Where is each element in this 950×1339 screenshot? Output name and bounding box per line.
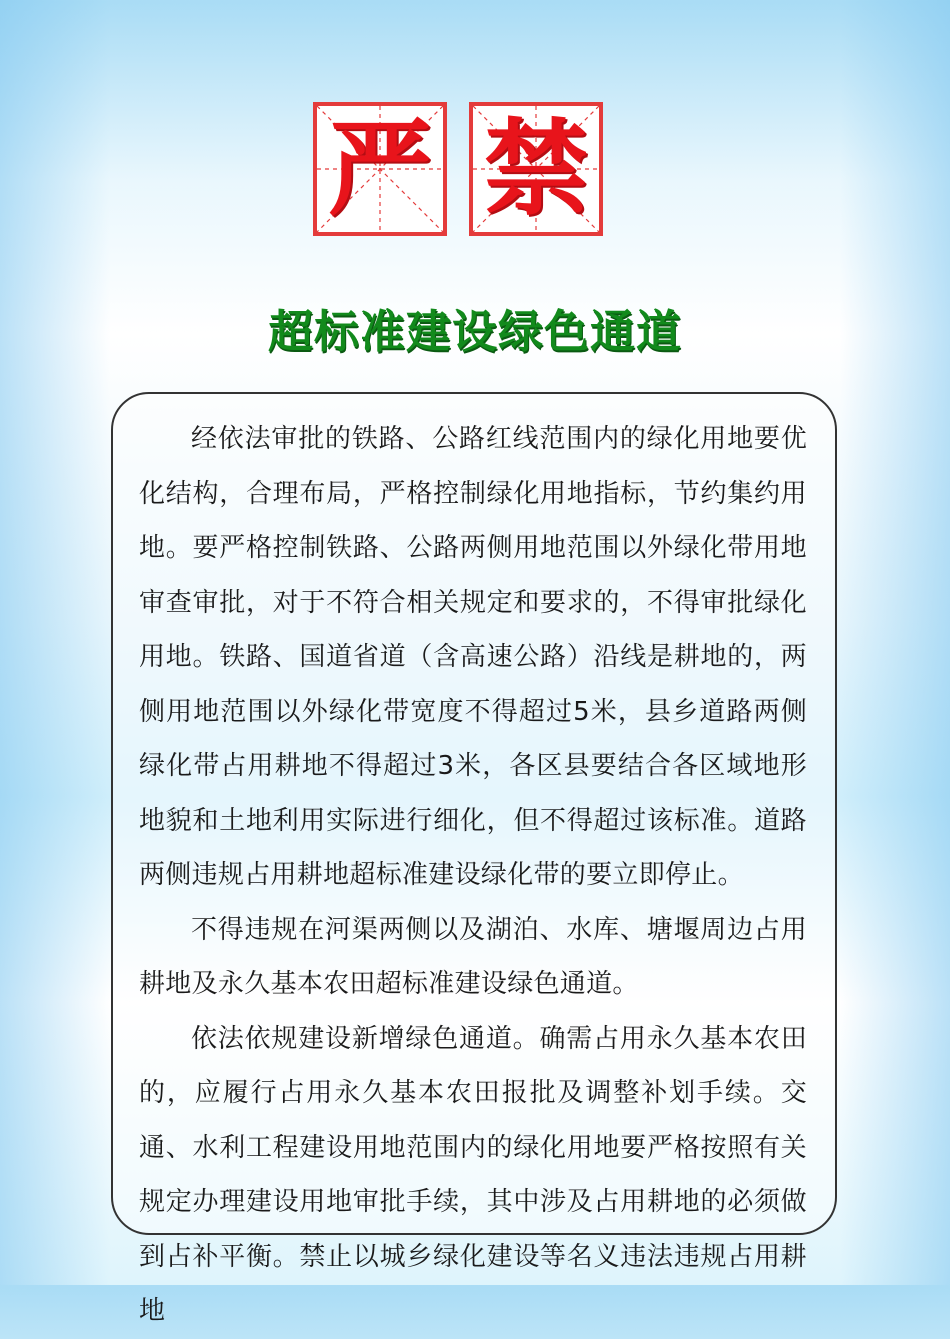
background-glow-left [0,0,110,1285]
stamp-character: 严 [327,107,432,230]
stamp-character: 禁 [483,107,588,230]
paragraph-1: 经依法审批的铁路、公路红线范围内的绿化用地要优化结构，合理布局，严格控制绿化用地指标，节约集约用地。要严格控制铁路、公路两侧用地范围以外绿化带用地审查审批，对于不符合相关规定和要求的，不得审批绿化用地。铁路、国道省道（含高速公路）沿线是耕地的，两侧用地范围以外绿化带宽度不得超过5米，县乡道路两侧绿化带占用耕地不得超过3米，各区县要结合各区域地形地貌和土地利用实际进行细化，但不得超过该标准。道路两侧违规占用耕地超标准建设绿化带的要立即停止。 [139,424,807,890]
stamp-yan [313,102,447,236]
paragraph-2: 不得违规在河渠两侧以及湖泊、水库、塘堰周边占用耕地及永久基本农田超标准建设绿色通道。 [139,914,807,999]
background-glow-right [840,0,950,1285]
content-panel [111,392,837,1326]
stamp-jin [469,102,603,236]
paragraph-3: 依法依规建设新增绿色通道。确需占用永久基本农田的，应履行占用永久基本农田报批及调整补划手续。交通、水利工程建设用地范围内的绿化用地要严格按照有关规定办理建设用地审批手续，其中涉及占用耕地的必须做到占补平衡。禁止以城乡绿化建设等名义违法违规占用耕地 [139,1023,807,1326]
page-heading: 超标准建设绿色通道 [267,305,682,358]
